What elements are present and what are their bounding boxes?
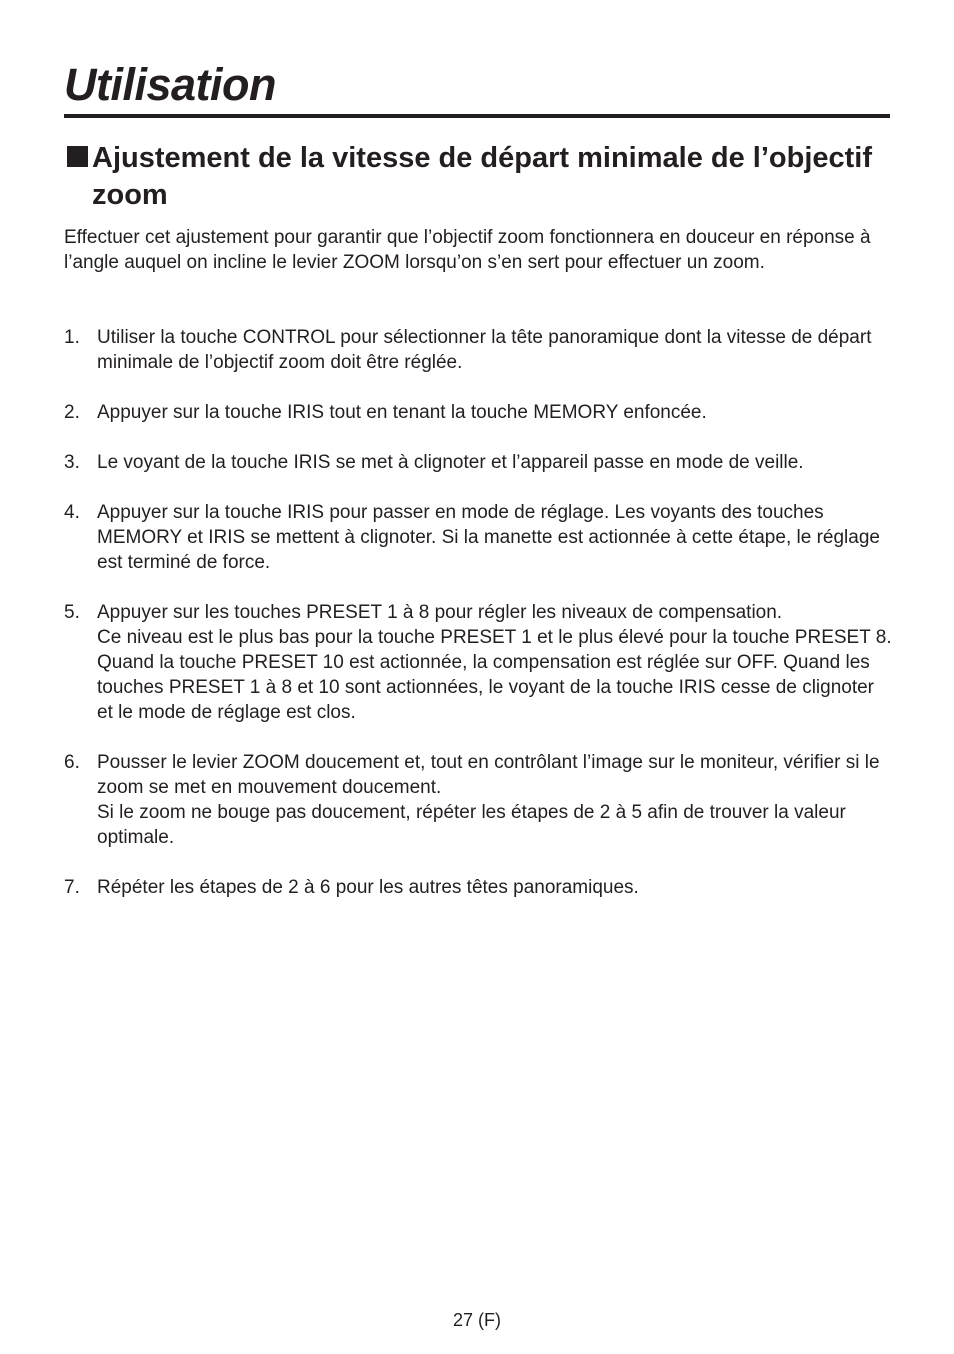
list-item — [64, 750, 894, 850]
step-number: 3. — [64, 452, 80, 473]
list-item — [64, 450, 894, 475]
list-item — [64, 500, 894, 575]
section-heading — [64, 140, 890, 214]
page-number: 27 (F) — [452, 1310, 501, 1330]
list-item — [64, 400, 894, 425]
list-item — [64, 875, 894, 900]
step-number: 5. — [64, 602, 80, 623]
step-text: Ce niveau est le plus bas pour la touche PRESET 1 et le plus élevé pour la touche PRESET 8. Quand la touche PRESET 10 est actionnée, la compensation est réglée sur OFF. Quand les touches PRESET 1 à 8 et 10 sont actionnées, le voyant de la touche IRIS cesse de clignoter et le mode de réglage est clos. — [97, 627, 892, 723]
page-title: Utilisation — [64, 59, 277, 110]
step-text: Le voyant de la touche IRIS se met à clignoter et l’appareil passe en mode de veille. — [97, 452, 804, 473]
list-item — [64, 325, 894, 375]
step-number: 7. — [64, 877, 80, 898]
step-text: Appuyer sur la touche IRIS pour passer en mode de réglage. Les voyants des touches MEMORY et IRIS se mettent à clignoter. Si la manette est actionnée à cette étape, le réglage est terminé de force. — [97, 502, 880, 573]
intro-paragraph: Effectuer cet ajustement pour garantir que l’objectif zoom fonctionnera en douceur en réponse à l’angle auquel on incline le levier ZOOM lorsqu’on s’en sert pour effectuer un zoom. — [64, 227, 871, 273]
black-square-icon — [67, 146, 88, 167]
step-text: Utiliser la touche CONTROL pour sélectionner la tête panoramique dont la vitesse de départ minimale de l’objectif zoom doit être réglée. — [97, 327, 872, 373]
step-number: 6. — [64, 752, 80, 773]
section-heading-text: Ajustement de la vitesse de départ minimale de l’objectif zoom — [92, 142, 873, 211]
step-text: Répéter les étapes de 2 à 6 pour les autres têtes panoramiques. — [97, 877, 639, 898]
title-rule — [64, 114, 890, 118]
step-text: Appuyer sur les touches PRESET 1 à 8 pour régler les niveaux de compensation. — [97, 602, 783, 623]
step-number: 2. — [64, 402, 80, 423]
step-number: 1. — [64, 327, 80, 348]
list-item — [64, 600, 894, 725]
step-text: Appuyer sur la touche IRIS tout en tenant la touche MEMORY enfoncée. — [97, 402, 707, 423]
step-text: Si le zoom ne bouge pas doucement, répéter les étapes de 2 à 5 afin de trouver la valeur optimale. — [97, 802, 846, 848]
step-number: 4. — [64, 502, 80, 523]
steps-list — [64, 325, 894, 925]
step-text: Pousser le levier ZOOM doucement et, tout en contrôlant l’image sur le moniteur, vérifier si le zoom se met en mouvement doucement. — [97, 752, 880, 798]
